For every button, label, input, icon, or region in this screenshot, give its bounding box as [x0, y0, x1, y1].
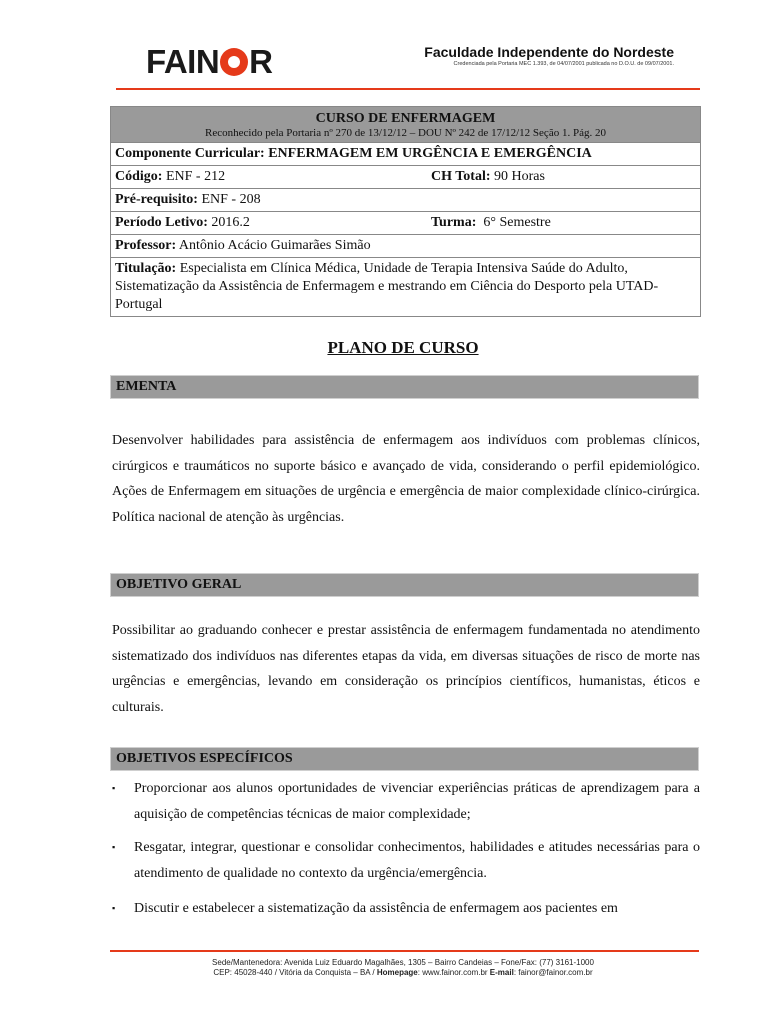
footer-address: Sede/Mantenedora: Avenida Luiz Eduardo Magalhães, 1305 – Bairro Candeias – Fone/Fax: (77) 3161-1000 [212, 958, 594, 967]
footer-divider [110, 950, 699, 952]
section-objetivo-geral-heading: OBJETIVO GERAL [110, 573, 699, 597]
component-row: Componente Curricular: ENFERMAGEM EM URGÊNCIA E EMERGÊNCIA [111, 143, 700, 166]
plan-title: PLANO DE CURSO [327, 338, 479, 357]
ch-total: CH Total: 90 Horas [431, 169, 545, 184]
period-row: Período Letivo: 2016.2 Turma: 6° Semestre [111, 212, 700, 235]
section-objetivos-especificos-heading: OBJETIVOS ESPECÍFICOS [110, 747, 699, 771]
institution-name: Faculdade Independente do Nordeste [424, 44, 674, 60]
ementa-text: Desenvolver habilidades para assistência de enfermagem aos indivíduos com problemas clínicos, cirúrgicos e traumáticos no suporte básico e avançado de vida, considerando o perfil epidemiológico. Ações de Enfermagem em situações de urgência e emergência de maior complexidade clínico-cirúrgica. Política nacional de atenção às urgências. [112, 433, 700, 525]
class-turma: Turma: 6° Semestre [431, 215, 551, 230]
bullet-square-icon: ▪ [112, 842, 116, 852]
objetivo-geral-text: Possibilitar ao graduando conhecer e prestar assistência de enfermagem fundamentada no atendimento sistematizado dos indivíduos nas diferentes etapas da vida, em diversas situações de risco de morte nas urgências e emergências, levando em consideração os princípios científicos, humanistas, éticos e culturais. [112, 623, 700, 715]
header-divider [116, 88, 700, 90]
fainor-logo: FAIN R [146, 43, 273, 80]
titulacao-row: Titulação: Especialista em Clínica Médica, Unidade de Terapia Intensiva Saúde do Adulto, Sistematização da Assistência de Enfermagem e mestrando em Ciência do Desporto pela UTAD- Portugal [115, 261, 659, 312]
bullet-square-icon: ▪ [112, 783, 116, 793]
code-row: Código: ENF - 212 CH Total: 90 Horas [111, 166, 700, 189]
prereq-row: Pré-requisito: ENF - 208 [111, 189, 700, 212]
list-item: ▪ Resgatar, integrar, questionar e consolidar conhecimentos, habilidades e atitudes necessárias para o atendimento de qualidade no contexto da urgência/emergência. [112, 835, 700, 886]
institution-credential: Credenciada pela Portaria MEC 1.393, de 04/07/2001 publicada no D.O.U. de 09/07/2001. [453, 61, 674, 67]
code-value: ENF - 212 [165, 169, 226, 184]
course-info-table [110, 106, 701, 317]
course-title: CURSO DE ENFERMAGEM [315, 111, 496, 126]
period-value: 2016.2 [211, 215, 250, 230]
titulacao-value: Especialista em Clínica Médica, Unidade de Terapia Intensiva Saúde do Adulto, Sistematização da Assistência de Enfermagem e mestrando em Ciência do Desporto pela UTAD- Portugal [115, 261, 659, 312]
prereq-value: ENF - 208 [201, 192, 261, 207]
footer-contact: CEP: 45028-440 / Vitória da Conquista – BA / Homepage: www.fainor.com.br E-mail: fainor@fainor.com.br [213, 968, 593, 977]
course-recognition: Reconhecido pela Portaria nº 270 de 13/12/12 – DOU Nº 242 de 17/12/12 Seção 1. Pág. 20 [205, 127, 606, 139]
section-ementa-heading: EMENTA [110, 375, 699, 399]
professor-row: Professor: Antônio Acácio Guimarães Simão [111, 235, 700, 258]
component-value: ENFERMAGEM EM URGÊNCIA E EMERGÊNCIA [268, 146, 592, 161]
list-item: ▪ Proporcionar aos alunos oportunidades de vivenciar experiências práticas de aprendizagem para a aquisição de competências técnicas de maior complexidade; [112, 776, 700, 827]
list-item: ▪ Discutir e estabelecer a sistematização da assistência de enfermagem aos pacientes em [112, 896, 700, 922]
bullet-square-icon: ▪ [112, 903, 116, 913]
professor-value: Antônio Acácio Guimarães Simão [178, 238, 371, 253]
course-header [111, 107, 700, 143]
logo-circle-icon [220, 48, 248, 76]
